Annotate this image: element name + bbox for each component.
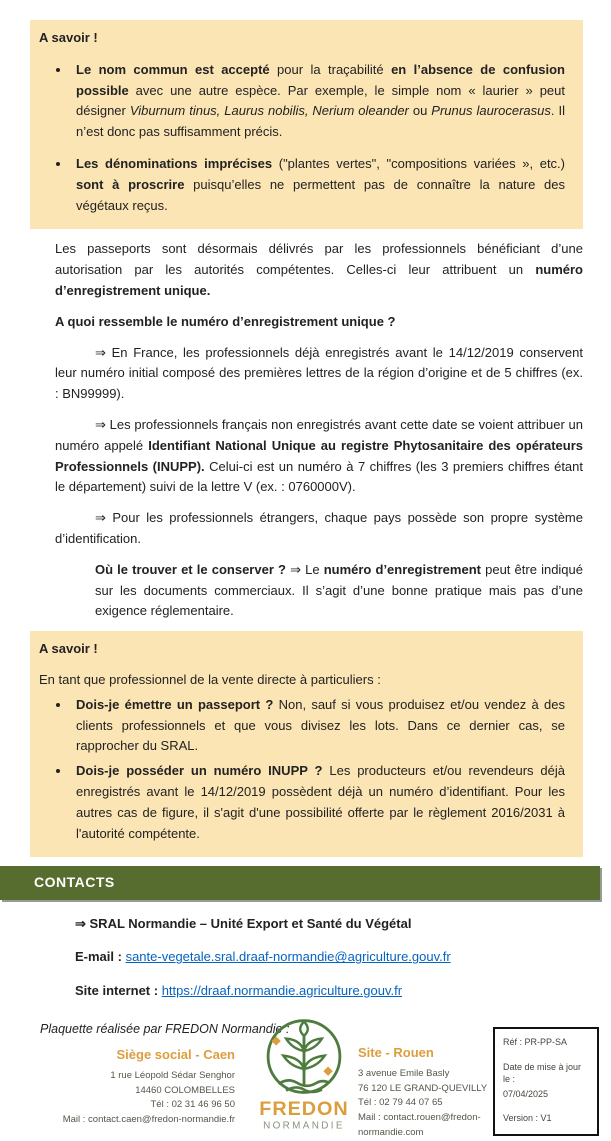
list-item [71, 154, 565, 216]
email-label: E-mail : [75, 949, 126, 965]
text: Celui-ci est un numéro à 7 chiffres (les 3 premiers chiffres étant le département) suivi de la lettre V (ex. : 0760000V). [55, 458, 583, 495]
logo-region: NORMANDIE [263, 1120, 345, 1132]
text: peut être indiqué sur les documents commerciaux. Il s’agit d’une bonne pratique mais pas d’une exigence réglementaire. [95, 561, 583, 619]
text: Les passeports sont désormais délivrés par les professionnels bénéficiant d’une autorisation par les autorités compétentes. Celles-ci leur attribuent un [55, 241, 583, 278]
address-line: 14460 COLOMBELLES [135, 1084, 235, 1096]
notice-bullet-list [39, 695, 565, 845]
notice-intro: En tant que professionnel de la vente directe à particuliers : [39, 671, 381, 687]
version: Version : V1 [503, 1113, 552, 1124]
notice-box-know-2 [30, 631, 583, 857]
list-item [71, 695, 565, 757]
text: pour la traçabilité [269, 61, 392, 77]
italic-text: Prunus laurocerasus [431, 103, 551, 119]
contact-email-line [75, 947, 611, 968]
update-date-label: Date de mise à jour le : [503, 1061, 582, 1085]
bold-text: numéro d’enregistrement unique. [55, 262, 583, 298]
top-margin [0, 0, 611, 20]
text: puisqu’elles ne permettent pas de connaître la nature des végétaux reçus. [76, 176, 565, 213]
paragraph-inupp [55, 415, 583, 498]
spacer [503, 1102, 589, 1110]
notice-box-know-1 [30, 20, 583, 229]
bold-text: Où le trouver et le conserver ? [95, 561, 286, 577]
text: ⇒ Les professionnels français non enregistrés avant cette date se voient attribuer un numéro appelé [55, 416, 583, 453]
notice-title: A savoir ! [39, 641, 98, 657]
address-line: 3 avenue Emile Basly [358, 1067, 450, 1079]
address-line: Tél : 02 31 46 96 50 [150, 1099, 235, 1111]
contact-website-line [75, 981, 611, 1002]
logo-wordmark: FREDON [259, 1098, 349, 1121]
contacts-section-header: CONTACTS [0, 866, 600, 899]
text: avec une autre espèce. Par exemple, le simple nom « laurier » peut désigner [76, 82, 565, 119]
text: Les producteurs et/ou revendeurs déjà enregistrés avant le 14/12/2019 possèdent déjà un numéro d’identifiant. Pour les autres cas de figure, il s'agit d'une possibilité offerte par le règlement 2016/2031 à l'autorité compétente. [76, 763, 565, 841]
paragraph-where-to-find [95, 560, 583, 622]
website-label: Site internet : [75, 983, 162, 999]
list-item [71, 60, 565, 143]
bold-text: Les dénominations imprécises [76, 155, 273, 171]
italic-text: Viburnum tinus, Laurus nobilis, Nerium oleander [129, 103, 409, 119]
body-text [55, 239, 583, 622]
contact-organisation: ⇒ SRAL Normandie – Unité Export et Santé du Végétal [75, 915, 412, 931]
address-line: 1 rue Léopold Sédar Senghor [110, 1069, 235, 1081]
paragraph-france: ⇒ En France, les professionnels déjà enregistrés avant le 14/12/2019 conservent leur numéro initial composé des premières lettres de la région d’origine et de 5 chiffres (ex. : BN99999). [55, 344, 583, 402]
text: Non, sauf si vous produisez et/ou vendez à des clients professionnels et que vous divisez les lots. Dans ce dernier cas, se rapprocher du SRAL. [76, 696, 565, 754]
contacts-block [75, 914, 611, 1002]
footer-credit: Plaquette réalisée par FREDON Normandie : [40, 1022, 290, 1037]
subheading-registration-number: A quoi ressemble le numéro d’enregistrement unique ? [55, 313, 396, 329]
address-line: Tél : 02 79 44 07 65 [358, 1097, 443, 1109]
bold-text: sont à proscrire [76, 176, 185, 192]
paragraph-foreign: ⇒ Pour les professionnels étrangers, chaque pays possède son propre système d’identification. [55, 510, 583, 546]
ref-number: Réf : PR-PP-SA [503, 1037, 568, 1048]
paragraph-passports [55, 239, 583, 301]
notice-bullet-list [39, 60, 565, 217]
text: . Il n’est donc pas suffisamment précis. [76, 103, 565, 140]
bold-text: Le nom commun est accepté [76, 61, 270, 77]
list-item [71, 761, 565, 844]
address-line-mail: Mail : contact.rouen@fredon-normandie.com [358, 1112, 481, 1138]
text: ("plantes vertes", "compositions variées », etc.) [272, 155, 565, 171]
address-caen-title: Siège social - Caen [116, 1047, 235, 1063]
document-reference-box [493, 1027, 599, 1136]
address-line-mail: Mail : contact.caen@fredon-normandie.fr [62, 1114, 235, 1126]
plant-logo-icon [252, 1015, 356, 1134]
bold-text: en l’absence de confusion possible [76, 61, 565, 98]
bold-text: numéro d’enregistrement [323, 561, 481, 577]
address-rouen-title: Site - Rouen [358, 1045, 434, 1061]
text: ou [408, 103, 432, 119]
address-caen [28, 1045, 235, 1128]
bold-text: Dois-je posséder un numéro INUPP ? [76, 763, 323, 779]
bold-text: Identifiant National Unique au registre Phytosanitaire des opérateurs Professionnels (INUPP). [55, 437, 584, 474]
spacer [503, 1051, 589, 1059]
footer [0, 1015, 611, 1137]
website-link[interactable]: https://draaf.normandie.agriculture.gouv.fr [161, 983, 403, 999]
notice-title: A savoir ! [39, 30, 98, 45]
bold-text: Dois-je émettre un passeport ? [76, 696, 274, 712]
update-date: 07/04/2025 [503, 1088, 549, 1099]
address-line: 76 120 LE GRAND-QUEVILLY [358, 1082, 488, 1094]
email-link[interactable]: sante-vegetale.sral.draaf-normandie@agriculture.gouv.fr [125, 949, 451, 965]
fredon-normandie-logo [252, 1015, 356, 1141]
text: ⇒ Le [285, 561, 324, 577]
